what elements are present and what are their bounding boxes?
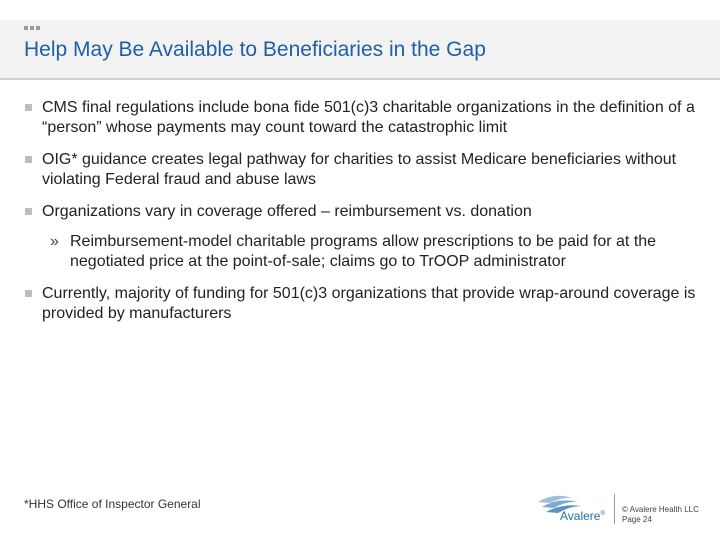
bullet-text: Currently, majority of funding for 501(c)3 organizations that provide wrap-around coverage is provided by manufacturers <box>42 285 696 322</box>
bullet-text: CMS final regulations include bona fide 501(c)3 charitable organizations in the definition of a “person” whose payments may count toward the catastrophic limit <box>42 99 695 136</box>
footer-divider <box>614 494 615 524</box>
header-dots-decoration <box>24 26 40 30</box>
square-bullet-icon <box>25 290 32 297</box>
page-number: Page 24 <box>622 515 652 524</box>
sub-bullet-text: Reimbursement-model charitable programs allow prescriptions to be paid for at the negotiated price at the point-of-sale; claims go to TrOOP administrator <box>70 233 657 270</box>
square-bullet-icon <box>25 104 32 111</box>
square-bullet-icon <box>25 156 32 163</box>
bullet-text: OIG* guidance creates legal pathway for charities to assist Medicare beneficiaries without violating Federal fraud and abuse laws <box>42 151 677 188</box>
sub-bullet-marker: » <box>50 233 59 250</box>
header-divider <box>0 78 720 80</box>
copyright-block <box>622 505 699 525</box>
bullet-item <box>24 284 700 324</box>
copyright-text: © Avalere Health LLC <box>622 505 699 514</box>
sub-bullet-item <box>50 232 700 272</box>
bullet-text: Organizations vary in coverage offered – reimbursement vs. donation <box>42 203 532 220</box>
bullet-item <box>24 98 700 138</box>
bullet-item <box>24 150 700 190</box>
square-bullet-icon <box>25 208 32 215</box>
footnote: *HHS Office of Inspector General <box>24 497 201 511</box>
slide-header <box>0 0 720 82</box>
slide-title: Help May Be Available to Beneficiaries in the Gap <box>24 38 486 61</box>
slide-body <box>24 98 700 324</box>
bullet-item <box>24 202 700 222</box>
avalere-logo-text: Avalere® <box>560 509 605 523</box>
